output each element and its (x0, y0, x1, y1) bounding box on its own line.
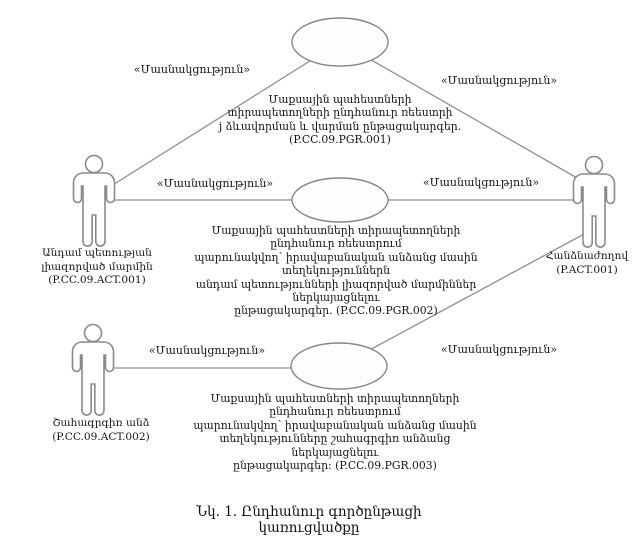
use-case-2-line: անդամ պետությունների լիազորված մարմիններ ներկայացնելու (195, 277, 477, 305)
use-case-ellipse-3 (291, 343, 387, 389)
use-case-3-code: ընթացակարգեր: (P.CC.09.PGR.003) (233, 459, 437, 473)
figure-caption: Նկ. 1. Ընդհանուր գործընթացի կառուցվածքը (196, 504, 422, 536)
use-case-3-line: պարունակվող՝ իրավաբանական անձանց մասին (193, 418, 477, 432)
use-case-text-1 (190, 93, 490, 147)
use-case-text-2 (181, 224, 491, 318)
actor-code: (P.ACT.001) (556, 263, 618, 276)
use-case-1-line: տիրապետողների ընդհանուր ռեեստրի (227, 106, 453, 120)
actor-name: Հանձնաժողով (545, 250, 629, 262)
use-case-3-line: Մաքսային պահեստների տիրապետողների ընդհանուր ռեեստրում (210, 392, 460, 419)
actor-figure-commission (574, 157, 615, 248)
use-case-2-line: Մաքսային պահեստների տիրապետողների ընդհանուր ռեեստրում (211, 224, 461, 251)
use-case-3-line: տեղեկությունները շահագրգիռ անձանց ներկայացնելու (219, 432, 451, 459)
actor-label-authority (11, 247, 183, 288)
use-case-2-code: ընթացակարգեր. (P.CC.09.PGR.002) (234, 304, 438, 318)
actor-figure-authority (74, 156, 115, 247)
use-case-1-line: Մաքսային պահեստների (268, 93, 412, 106)
actor-name: Անդամ պետության լիազորված մարմին (41, 247, 153, 273)
actor-label-commission (537, 250, 637, 277)
actor-figure-interested-person (73, 325, 114, 416)
stereotype-label-authority-uc2: «Մասնակցություն» (156, 177, 274, 190)
stereotype-label-interested-uc3: «Մասնակցություն» (148, 344, 266, 357)
actor-code: (P.CC.09.ACT.002) (52, 430, 150, 443)
actor-name: Շահագրգիռ անձ (52, 417, 150, 429)
stereotype-label-authority-uc1: «Մասնակցություն» (133, 63, 251, 76)
stereotype-label-uc2-commission: «Մասնակցություն» (422, 176, 540, 189)
stereotype-label-uc1-commission: «Մասնակցություն» (440, 74, 558, 87)
stereotype-label-uc3-commission: «Մասնակցություն» (440, 343, 558, 356)
actor-code: (P.CC.09.ACT.001) (48, 274, 146, 286)
actor-label-interested-person (21, 417, 181, 444)
use-case-text-3 (180, 392, 490, 472)
use-case-ellipse-1 (292, 18, 388, 66)
use-case-ellipse-2 (292, 178, 388, 222)
use-case-1-line: j ձևավորման և վարման ընթացակարգեր. (218, 119, 462, 133)
use-case-2-line: պարունակվող՝ իրավաբանական անձանց մասին տեղեկություններն (194, 250, 478, 278)
use-case-1-code: (P.CC.09.PGR.001) (289, 133, 391, 147)
